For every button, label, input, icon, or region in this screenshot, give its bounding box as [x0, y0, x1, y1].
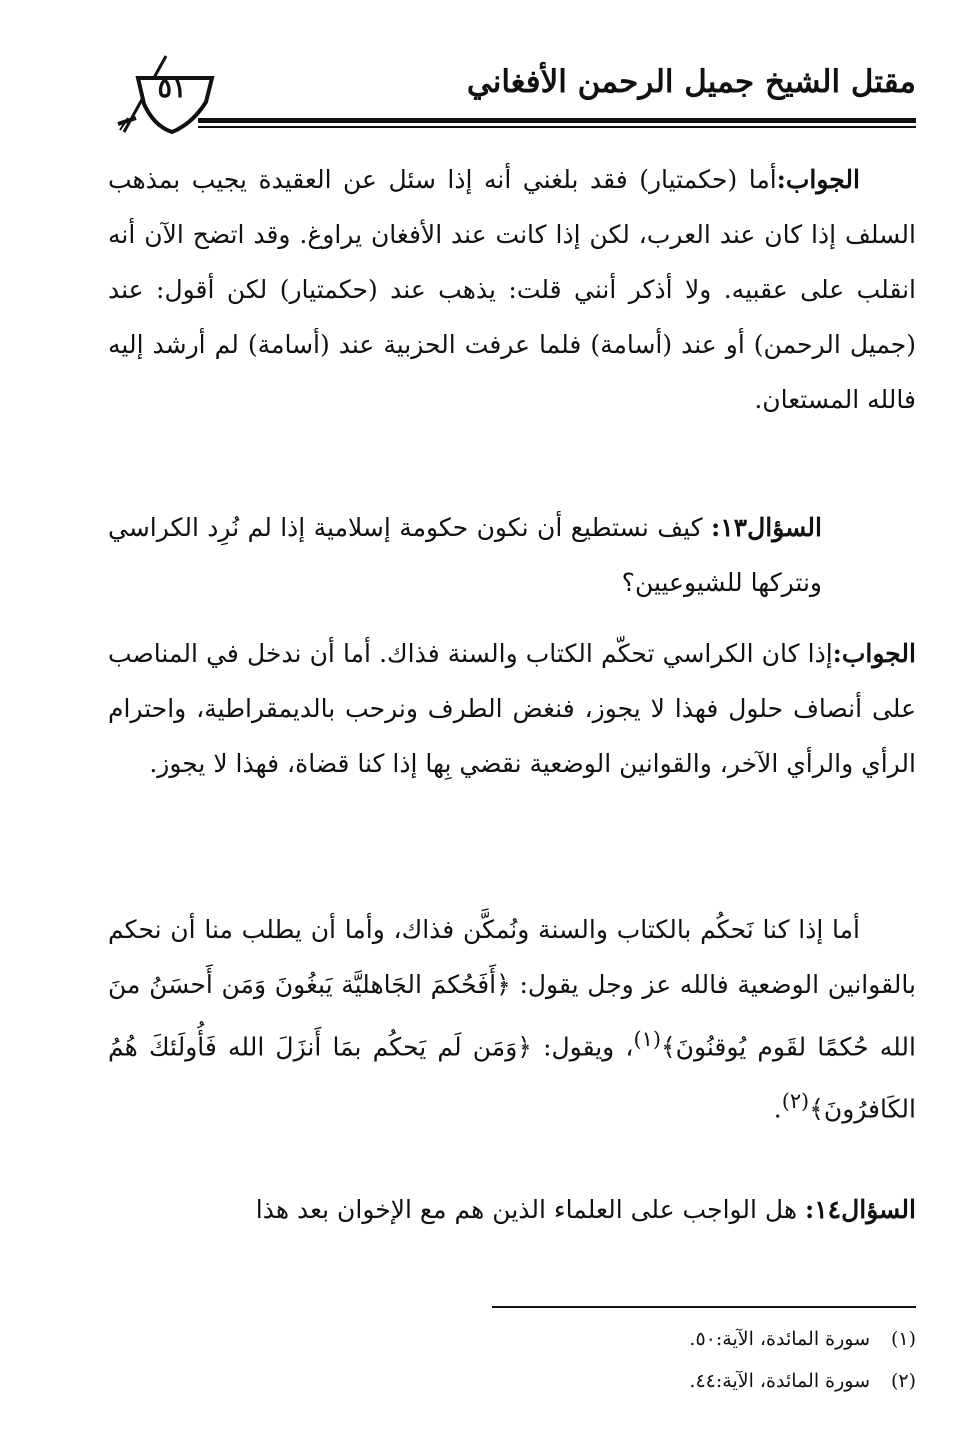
footnote-text: سورة المائدة، الآية:٤٤. [689, 1370, 870, 1392]
footnote-ref: (٢) [781, 1089, 810, 1114]
answer-text: أما (حكمتيار) فقد بلغني أنه إذا سئل عن العقيدة يجيب بمذهب السلف إذا كان عند العرب، لكن إذا كانت عند الأفغان يراوغ. وقد اتضح الآن أنه انقلب على عقبيه. ولا أذكر أنني قلت: يذهب عند (حكمتيار) لكن أقول: عند (جميل الرحمن) أو عند (أسامة) فلما عرفت الحزبية عند (أسامة) لم أرشد إليه فالله المستعان. [108, 165, 916, 414]
answer-1 [108, 152, 916, 427]
question-label: السؤال١٣: [711, 513, 822, 542]
answer-2 [108, 626, 916, 791]
footnote [108, 1360, 916, 1402]
paragraph-text: . [773, 1094, 782, 1124]
header-rule-thin [198, 126, 916, 128]
footnote-separator [492, 1306, 916, 1308]
page-number-badge [116, 54, 216, 136]
footnote [108, 1318, 916, 1360]
question-label: السؤال١٤: [805, 1195, 916, 1224]
page-header [108, 62, 916, 126]
question-14 [108, 1182, 916, 1237]
question-text: كيف نستطيع أن نكون حكومة إسلامية إذا لم نُرِد الكراسي ونتركها للشيوعيين؟ [108, 513, 822, 597]
answer-label: الجواب: [832, 639, 916, 668]
header-rule [198, 118, 916, 123]
paragraph-text: أما إذا كنا نَحكُم بالكتاب والسنة ونُمكَّن فذاك، وأما أن يطلب منا أن نحكم بالقوانين الوضعية فالله عز وجل يقول: ﴿أَفَحُكمَ الجَاهليَّة يَبغُونَ وَمَن أَحسَنُ منَ الله حُكمًا لقَوم يُوقنُونَ﴾ [108, 915, 916, 1062]
footnote-number: (٢) [890, 1370, 916, 1392]
paragraph-quran-citations [108, 902, 916, 1137]
answer-label: الجواب: [776, 165, 860, 194]
footnote-ref: (١) [633, 1027, 661, 1051]
footnote-number: (١) [890, 1328, 916, 1350]
question-13 [108, 500, 916, 610]
footnote-text: سورة المائدة، الآية:٥٠. [689, 1328, 870, 1350]
page-number: ٥١ [157, 73, 187, 104]
question-text: هل الواجب على العلماء الذين هم مع الإخوان بعد هذا [255, 1195, 798, 1224]
footnotes [108, 1318, 916, 1402]
answer-text: إذا كان الكراسي تحكّم الكتاب والسنة فذاك. أما أن ندخل في المناصب على أنصاف حلول فهذا لا يجوز، فنغض الطرف ونرحب بالديمقراطية، واحترام الرأي والرأي الآخر، والقوانين الوضعية نقضي بِها إذا كنا قضاة، فهذا لا يجوز. [108, 639, 916, 778]
running-title: مقتل الشيخ جميل الرحمن الأفغاني [466, 64, 916, 100]
paragraph-text: ، ويقول: ﴿وَمَن لَم يَحكُم بمَا أَنزَلَ الله فَأُولَئكَ هُمُ الكَافرُونَ﴾ [108, 1032, 916, 1124]
